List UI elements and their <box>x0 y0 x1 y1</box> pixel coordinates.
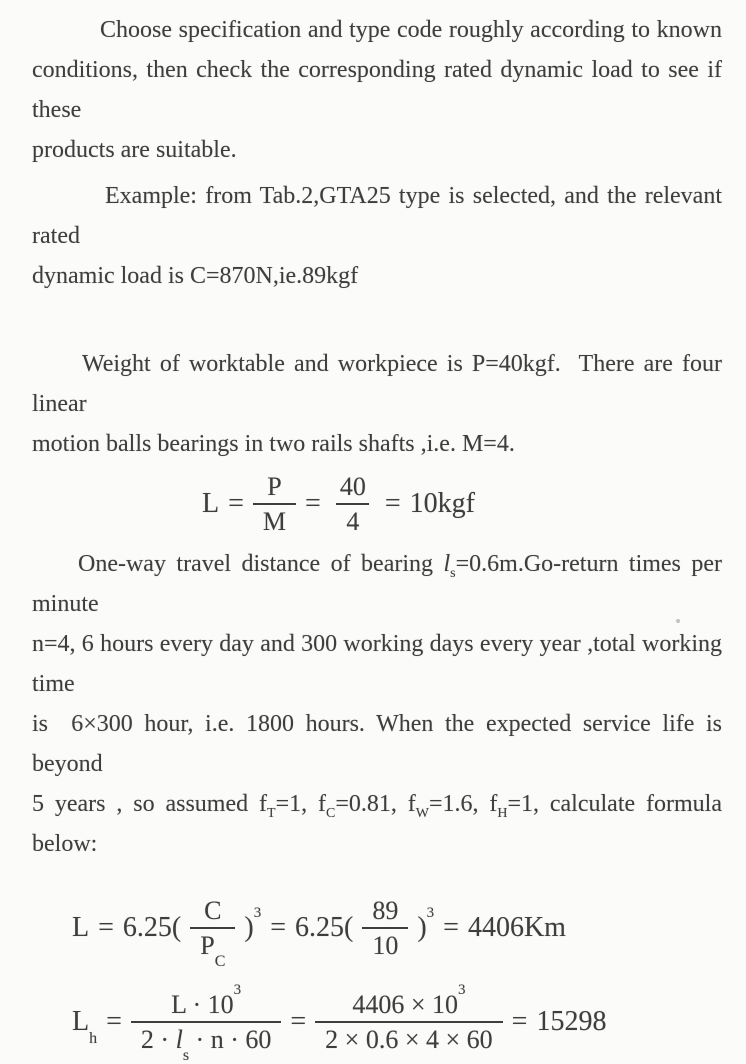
variable-l: l <box>175 1025 183 1054</box>
subscript: T <box>267 805 276 821</box>
math-result: 4406Km <box>467 912 566 943</box>
equals-sign: = <box>290 1006 307 1037</box>
text-segment: L · 10 <box>171 990 234 1019</box>
equals-sign: = <box>106 1006 122 1037</box>
text-segment: One-way travel distance of bearing <box>78 551 444 577</box>
formula-load-per-bearing <box>202 470 722 538</box>
close-paren: ) <box>244 912 254 943</box>
text-segment: 4406 × 10 <box>352 990 458 1019</box>
subscript: C <box>214 953 226 971</box>
text-segment: =0.6m.Go-return times per minute <box>32 551 722 617</box>
fraction <box>330 470 376 538</box>
text-line <box>32 10 722 50</box>
fraction-numerator: P <box>267 472 282 501</box>
text-segment: 2 · <box>140 1025 176 1054</box>
equals-sign: = <box>270 912 286 943</box>
text-segment: n=4, 6 hours every day and 300 working days every year ,total working time <box>32 631 722 697</box>
coefficient-open-paren: 6.25( <box>122 912 182 943</box>
fraction-denominator <box>190 927 235 971</box>
text-segment: motion balls bearings in two rails shafts ,i.e. M=4. <box>32 431 515 457</box>
fraction <box>315 982 503 1056</box>
equals-sign: = <box>98 912 114 943</box>
fraction-denominator: 10 <box>362 927 408 962</box>
fraction <box>253 470 296 538</box>
text-segment: is 6×300 hour, i.e. 1800 hours. When the expected service life is beyond <box>32 711 722 777</box>
text-segment: dynamic load is C=870N,ie.89kgf <box>32 263 359 289</box>
equals-sign: = <box>384 488 401 519</box>
math-lhs-subscripted <box>72 1006 98 1047</box>
text-segment: Choose specification and type code roughly according to known <box>100 17 722 43</box>
text-segment: Weight of worktable and workpiece is P=40kgf. There are four linear <box>32 351 722 417</box>
exponent: 3 <box>426 904 435 921</box>
text-line <box>32 624 722 704</box>
text-line <box>32 544 722 624</box>
text-line <box>32 176 722 256</box>
paragraph-example <box>32 176 722 296</box>
fraction-denominator: M <box>253 503 296 538</box>
exponent: 3 <box>458 982 466 999</box>
text-line <box>32 424 722 464</box>
math-lhs: L <box>72 912 90 943</box>
fraction-denominator <box>131 1021 281 1064</box>
math-lhs: L <box>72 1006 90 1037</box>
fraction-numerator <box>161 982 251 1021</box>
equals-sign: = <box>511 1006 528 1037</box>
close-paren-cubed <box>244 904 262 944</box>
formula-life-hours <box>72 982 722 1064</box>
text-line <box>32 130 722 170</box>
text-line <box>32 784 722 864</box>
text-segment: conditions, then check the corresponding rated dynamic load to see if these <box>32 57 722 123</box>
paragraph-weight <box>32 344 722 464</box>
subscript: h <box>89 1029 98 1047</box>
formula-travel-life <box>72 894 722 971</box>
text-line <box>32 344 722 424</box>
subscript: C <box>325 805 336 821</box>
text-line <box>32 256 722 296</box>
text-segment: P <box>200 931 215 960</box>
text-segment: · n · 60 <box>189 1025 272 1054</box>
text-segment: =0.81, f <box>335 791 416 817</box>
math-result: 15298 <box>536 1006 607 1037</box>
subscript: H <box>497 805 508 821</box>
scan-speck <box>676 619 680 623</box>
fraction <box>190 894 235 971</box>
text-segment: =1, f <box>275 791 326 817</box>
fraction-numerator: C <box>204 896 222 925</box>
exponent: 3 <box>253 904 262 921</box>
text-segment: =1.6, f <box>428 791 498 817</box>
fraction-numerator: 40 <box>339 472 366 501</box>
close-paren-cubed <box>417 904 435 944</box>
equals-sign: = <box>228 488 244 519</box>
text-line <box>32 50 722 130</box>
close-paren: ) <box>417 912 427 943</box>
math-result: 10kgf <box>409 488 475 519</box>
math-lhs: L <box>202 488 220 519</box>
paragraph-specification <box>32 10 722 170</box>
text-segment: =1, calculate formula below: <box>32 791 722 857</box>
exponent: 3 <box>233 982 242 999</box>
text-segment: products are suitable. <box>32 137 237 163</box>
subscript: W <box>415 805 429 821</box>
text-segment: Example: from Tab.2,GTA25 type is selected, and the relevant rated <box>32 183 722 249</box>
text-segment: 5 years , so assumed f <box>32 791 267 817</box>
subscript: s <box>450 565 456 581</box>
coefficient-open-paren: 6.25( <box>295 912 354 943</box>
paragraph-travel <box>32 544 722 864</box>
fraction <box>131 982 281 1064</box>
fraction-denominator: 4 <box>336 503 369 538</box>
fraction-numerator <box>342 982 475 1021</box>
fraction-denominator: 2 × 0.6 × 4 × 60 <box>315 1021 503 1056</box>
text-line <box>32 704 722 784</box>
equals-sign: = <box>305 488 321 519</box>
equals-sign: = <box>443 912 459 943</box>
fraction <box>362 894 408 962</box>
subscript: s <box>182 1047 190 1064</box>
fraction-numerator: 89 <box>372 896 399 925</box>
variable-l: l <box>443 551 451 577</box>
